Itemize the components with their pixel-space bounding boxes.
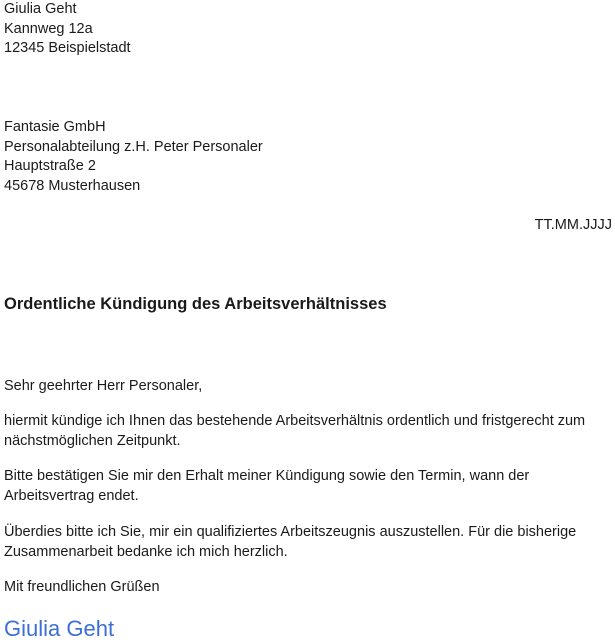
- letter-subject: Ordentliche Kündigung des Arbeitsverhältnisses: [4, 295, 387, 313]
- sender-name: Giulia Geht: [4, 1, 77, 17]
- sender-city: 12345 Beispielstadt: [4, 40, 131, 56]
- body-paragraph-1: hiermit kündige ich Ihnen das bestehende Arbeitsverhältnis ordentlich und fristgerecht zum nächstmöglichen Zeitpunkt.: [4, 413, 586, 449]
- body-paragraph-2: Bitte bestätigen Sie mir den Erhalt meiner Kündigung sowie den Termin, wann der Arbeitsvertrag endet.: [4, 468, 530, 504]
- recipient-company: Fantasie GmbH: [4, 119, 106, 135]
- salutation: Sehr geehrter Herr Personaler,: [4, 378, 203, 394]
- recipient-street: Hauptstraße 2: [4, 158, 96, 174]
- recipient-city: 45678 Musterhausen: [4, 177, 141, 194]
- closing-phrase: Mit freundlichen Grüßen: [4, 579, 160, 595]
- body-paragraph-3: Überdies bitte ich Sie, mir ein qualifiziertes Arbeitszeugnis auszustellen. Für die bisherige Zusammenarbeit bedanke ich mich herzlich.: [4, 524, 577, 560]
- signature: Giulia Geht: [4, 616, 115, 641]
- sender-address: [4, 0, 131, 59]
- letter-date: TT.MM.JJJJ: [534, 217, 612, 233]
- recipient-address: [4, 118, 263, 196]
- recipient-department: Personalabteilung z.H. Peter Personaler: [4, 138, 263, 155]
- sender-street: Kannweg 12a: [4, 20, 93, 37]
